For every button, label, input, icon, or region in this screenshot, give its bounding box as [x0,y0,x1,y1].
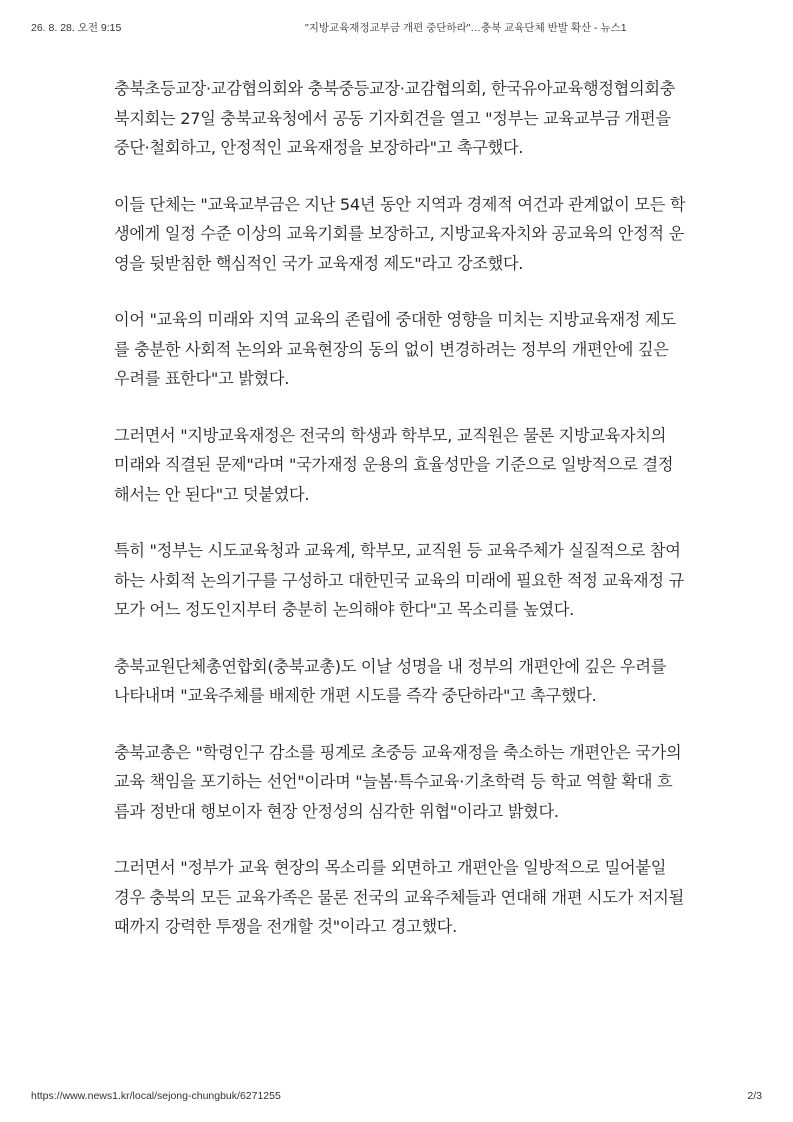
article-paragraph: 이어 "교육의 미래와 지역 교육의 존립에 중대한 영향을 미치는 지방교육재정 제도를 충분한 사회적 논의와 교육현장의 동의 없이 변경하려는 정부의 개편안에 깊은 우려를 표한다"고 밝혔다. [114,310,676,388]
article-body [114,74,686,969]
print-footer [0,1090,793,1106]
article-paragraph: 특히 "정부는 시도교육청과 교육계, 학부모, 교직원 등 교육주체가 실질적으로 참여하는 사회적 논의기구를 구성하고 대한민국 교육의 미래에 필요한 적정 교육재정 규모가 어느 정도인지부터 충분히 논의해야 한다"고 목소리를 높였다. [114,541,684,619]
article-paragraph: 충북초등교장·교감협의회와 충북중등교장·교감협의회, 한국유아교육행정협의회충북지회는 27일 충북교육청에서 공동 기자회견을 열고 "정부는 교육교부금 개편을 중단·철회하고, 안정적인 교육재정을 보장하라"고 촉구했다. [114,79,676,157]
article-paragraph: 그러면서 "정부가 교육 현장의 목소리를 외면하고 개편안을 일방적으로 밀어붙일 경우 충북의 모든 교육가족은 물론 전국의 교육주체들과 연대해 개편 시도가 저지될 때까지 강력한 투쟁을 전개할 것"이라고 경고했다. [114,858,684,936]
print-header [0,20,793,36]
print-page-title: "지방교육재정교부금 개편 중단하라"…충북 교육단체 반발 확산 - 뉴스1 [305,22,627,34]
article-paragraph: 충북교총은 "학령인구 감소를 핑계로 초중등 교육재정을 축소하는 개편안은 국가의 교육 책임을 포기하는 선언"이라며 "늘봄·특수교육·기초학력 등 학교 역할 확대 흐름과 정반대 행보이자 현장 안정성의 심각한 위협"이라고 밝혔다. [114,742,682,821]
article-paragraph: 그러면서 "지방교육재정은 전국의 학생과 학부모, 교직원은 물론 지방교육자치의 미래와 직결된 문제"라며 "국가재정 운용의 효율성만을 기준으로 일방적으로 결정해서는 안 된다"고 덧붙였다. [114,425,674,504]
article-paragraph: 이들 단체는 "교육교부금은 지난 54년 동안 지역과 경제적 여건과 관계없이 모든 학생에게 일정 수준 이상의 교육기회를 보장하고, 지방교육자치와 공교육의 안정적 운영을 뒷받침한 핵심적인 국가 교육재정 제도"라고 강조했다. [114,194,686,273]
print-date: 26. 8. 28. 오전 9:15 [31,22,122,34]
page-number: 2/3 [747,1090,762,1102]
print-url: https://www.news1.kr/local/sejong-chungbuk/6271255 [31,1090,281,1102]
article-paragraph: 충북교원단체총연합회(충북교총)도 이날 성명을 내 정부의 개편안에 깊은 우려를 나타내며 "교육주체를 배제한 개편 시도를 즉각 중단하라"고 촉구했다. [114,656,667,705]
